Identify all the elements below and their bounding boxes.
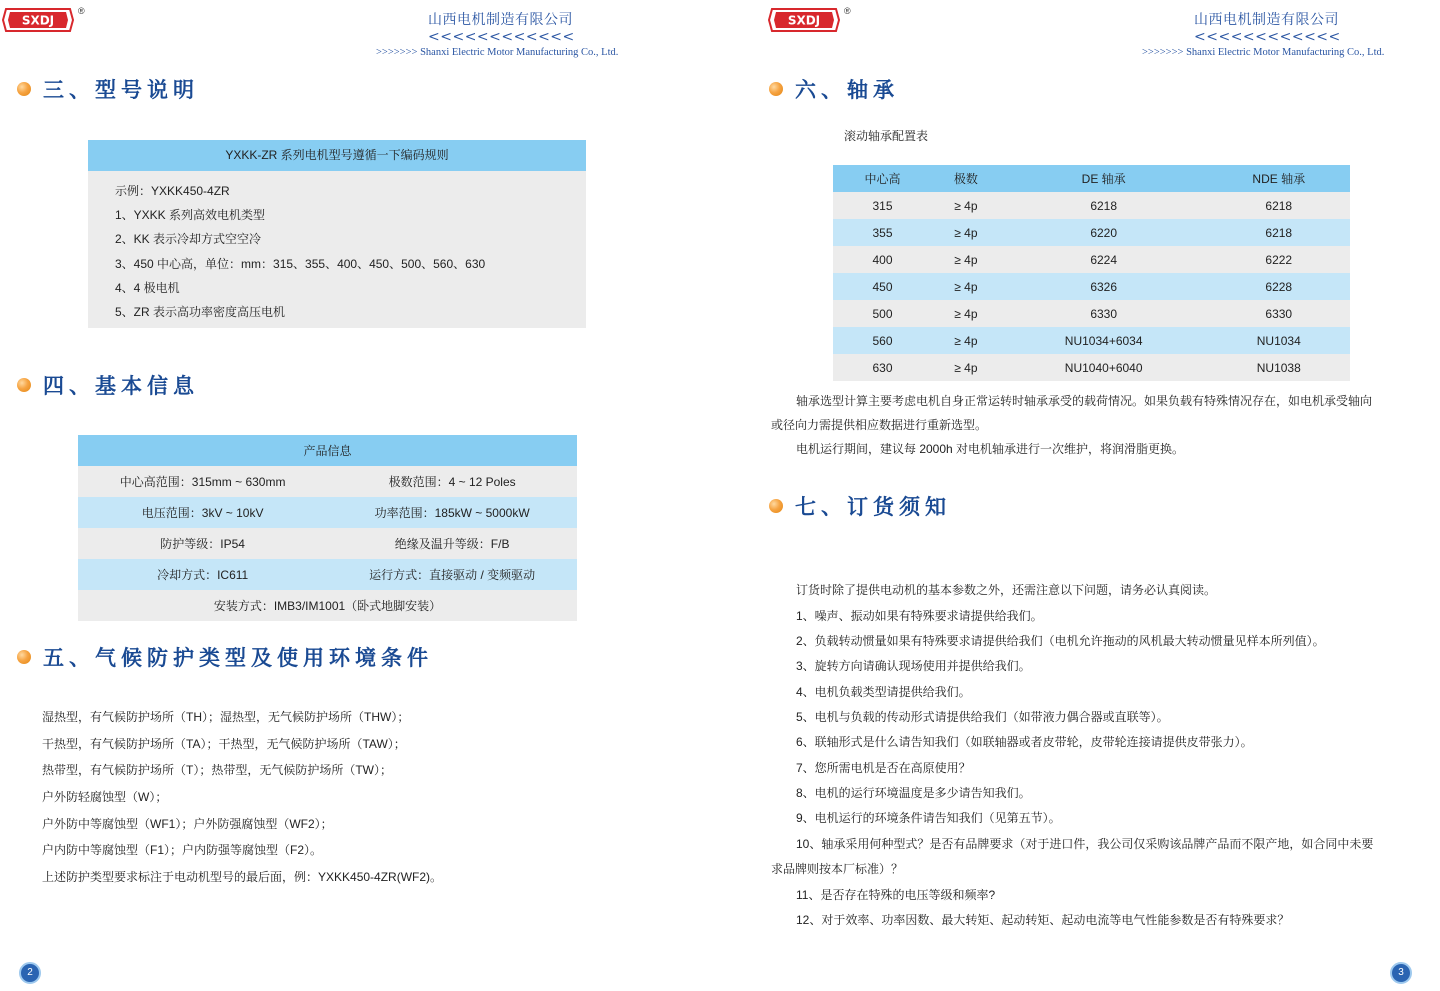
table-cell: NU1040+6040 (1000, 354, 1208, 381)
bullet-dot-icon (769, 499, 783, 513)
page-number: 2 (19, 962, 41, 984)
order-line: 7、您所需电机是否在高原使用？ (796, 761, 971, 775)
column-header: 极数 (932, 165, 1000, 192)
table-cell: 450 (833, 273, 932, 300)
table-row (833, 273, 1350, 300)
bullet-dot-icon (17, 378, 31, 392)
table-cell: 绝缘及温升等级：F/B (327, 528, 577, 559)
table-cell: 6330 (1208, 300, 1350, 327)
order-line: 订货时除了提供电动机的基本参数之外，还需注意以下问题，请务必认真阅读。 (796, 583, 1217, 597)
table-cell: 防护等级：IP54 (78, 528, 327, 559)
registered-mark: ® (78, 6, 85, 16)
bearing-note: 轴承选型计算主要考虑电机自身正常运转时轴承承受的载荷情况。如果负载有特殊情况存在，如电机承受轴向 (796, 394, 1373, 408)
order-line: 5、电机与负载的传动形式请提供给我们（如带液力偶合器或直联等）。 (796, 710, 1169, 724)
table-cell: 6218 (1208, 219, 1350, 246)
column-header: NDE 轴承 (1208, 165, 1350, 192)
table-cell: 6222 (1208, 246, 1350, 273)
table-cell: NU1034 (1208, 327, 1350, 354)
env-line: 上述防护类型要求标注于电动机型号的最后面，例：YXKK450-4ZR(WF2)。 (42, 870, 443, 884)
company-name-cn: 山西电机制造有限公司 <<<<<<<<<<<< (428, 12, 575, 45)
right-page (720, 0, 1440, 991)
section-title: 五、气候防护类型及使用环境条件 (43, 646, 433, 670)
model-line: 5、ZR 表示高功率密度高压电机 (115, 305, 286, 319)
table-cell: 6326 (1000, 273, 1208, 300)
logo-text: SXDJ (21, 13, 55, 28)
section-title: 七、订货须知 (795, 495, 951, 519)
table-cell: ≥ 4p (932, 300, 1000, 327)
section-3-heading (17, 74, 199, 104)
table-header-row (833, 165, 1350, 192)
order-line: 11、是否存在特殊的电压等级和频率? (796, 888, 996, 902)
section-title: 四、基本信息 (43, 374, 199, 398)
section-6-heading (769, 74, 899, 104)
info-table-header: 产品信息 (78, 435, 577, 466)
table-row (833, 192, 1350, 219)
bearing-note: 或径向力需提供相应数据进行重新选型。 (771, 418, 988, 432)
company-name-en: >>>>>>> Shanxi Electric Motor Manufacturing Co., Ltd. (1142, 47, 1385, 58)
model-line: 2、KK 表示冷却方式空空冷 (115, 232, 262, 246)
model-code-box (88, 140, 586, 328)
table-cell: 6330 (1000, 300, 1208, 327)
company-header (1142, 9, 1440, 58)
table-cell: 6224 (1000, 246, 1208, 273)
logo-text: SXDJ (787, 13, 821, 28)
table-cell: ≥ 4p (932, 354, 1000, 381)
table-cell: 极数范围：4 ~ 12 Poles (327, 466, 577, 497)
model-box-title: YXKK-ZR 系列电机型号遵循一下编码规则 (88, 140, 586, 171)
column-header: 中心高 (833, 165, 932, 192)
order-line: 12、对于效率、功率因数、最大转矩、起动转矩、起动电流等电气性能参数是否有特殊要求？ (796, 913, 1290, 927)
table-cell: 355 (833, 219, 932, 246)
order-line: 求品牌则按本厂标准）？ (771, 862, 904, 876)
sxdj-logo (768, 7, 840, 33)
table-row (78, 528, 577, 559)
product-info-table (78, 435, 577, 621)
section-4-heading (17, 370, 199, 400)
table-cell: 中心高范围：315mm ~ 630mm (78, 466, 327, 497)
bullet-dot-icon (17, 82, 31, 96)
table-cell: 560 (833, 327, 932, 354)
env-line: 干热型，有气候防护场所（TA）；干热型，无气候防护场所（TAW）； (42, 737, 406, 751)
table-row (78, 559, 577, 590)
env-line: 热带型，有气候防护场所（T）；热带型，无气候防护场所（TW）； (42, 763, 392, 777)
bullet-dot-icon (769, 82, 783, 96)
section-title: 三、型号说明 (43, 78, 199, 102)
table-cell: 6228 (1208, 273, 1350, 300)
order-line: 10、轴承采用何种型式？是否有品牌要求（对于进口件，我公司仅采购该品牌产品而不限产地，如合同中未要 (796, 837, 1374, 851)
table-row (78, 466, 577, 497)
table-cell: ≥ 4p (932, 327, 1000, 354)
company-header (376, 9, 720, 58)
table-cell: 安装方式：IMB3/IM1001（卧式地脚安装） (78, 590, 577, 621)
sxdj-logo (2, 7, 74, 33)
env-line: 户内防中等腐蚀型（F1）；户内防强等腐蚀型（F2）。 (42, 843, 323, 857)
section-title: 六、轴承 (795, 78, 899, 102)
model-line: 1、YXKK 系列高效电机类型 (115, 208, 266, 222)
env-line: 湿热型，有气候防护场所（TH）；湿热型，无气候防护场所（THW）； (42, 710, 410, 724)
order-line: 6、联轴形式是什么请告知我们（如联轴器或者皮带轮，皮带轮连接请提供皮带张力）。 (796, 735, 1253, 749)
section-7-heading (769, 491, 951, 521)
bearing-note: 电机运行期间，建议每 2000h 对电机轴承进行一次维护，将润滑脂更换。 (796, 442, 1185, 456)
table-cell: 6220 (1000, 219, 1208, 246)
table-cell: ≥ 4p (932, 246, 1000, 273)
table-cell: NU1034+6034 (1000, 327, 1208, 354)
table-cell: 冷却方式：IC611 (78, 559, 327, 590)
table-row (833, 219, 1350, 246)
page-number: 3 (1390, 962, 1412, 984)
table-cell: 6218 (1208, 192, 1350, 219)
env-line: 户外防中等腐蚀型（WF1）；户外防强腐蚀型（WF2）； (42, 817, 333, 831)
column-header: DE 轴承 (1000, 165, 1208, 192)
table-row (78, 497, 577, 528)
table-cell: NU1038 (1208, 354, 1350, 381)
table-cell: 630 (833, 354, 932, 381)
company-name-cn: 山西电机制造有限公司 <<<<<<<<<<<< (1194, 12, 1341, 45)
order-line: 2、负载转动惯量如果有特殊要求请提供给我们（电机允许拖动的风机最大转动惯量见样本所列值）。 (796, 634, 1325, 648)
table-row (833, 354, 1350, 381)
table-cell: ≥ 4p (932, 192, 1000, 219)
table-cell: 315 (833, 192, 932, 219)
order-line: 1、噪声、振动如果有特殊要求请提供给我们。 (796, 609, 1043, 623)
table-row (833, 300, 1350, 327)
table-row (833, 246, 1350, 273)
table-cell: 电压范围：3kV ~ 10kV (78, 497, 327, 528)
bearing-table (833, 165, 1350, 381)
model-line: 4、4 极电机 (115, 281, 180, 295)
table-row (833, 327, 1350, 354)
table-cell: 400 (833, 246, 932, 273)
order-line: 3、旋转方向请确认现场使用并提供给我们。 (796, 659, 1031, 673)
order-line: 8、电机的运行环境温度是多少请告知我们。 (796, 786, 1031, 800)
section-5-heading (17, 642, 433, 672)
model-line: 示例：YXKK450-4ZR (115, 184, 230, 198)
table-cell: ≥ 4p (932, 273, 1000, 300)
env-line: 户外防轻腐蚀型（W）； (42, 790, 168, 804)
order-line: 4、电机负载类型请提供给我们。 (796, 685, 971, 699)
bearing-table-title: 滚动轴承配置表 (844, 129, 929, 143)
table-cell: 500 (833, 300, 932, 327)
registered-mark: ® (844, 6, 851, 16)
table-cell: ≥ 4p (932, 219, 1000, 246)
order-line: 9、电机运行的环境条件请告知我们（见第五节）。 (796, 811, 1061, 825)
company-name-en: >>>>>>> Shanxi Electric Motor Manufacturing Co., Ltd. (376, 47, 619, 58)
table-row (78, 590, 577, 621)
table-cell: 功率范围：185kW ~ 5000kW (327, 497, 577, 528)
table-cell: 6218 (1000, 192, 1208, 219)
table-cell: 运行方式：直接驱动 / 变频驱动 (327, 559, 577, 590)
bullet-dot-icon (17, 650, 31, 664)
model-line: 3、450 中心高，单位：mm：315、355、400、450、500、560、630 (115, 257, 486, 271)
